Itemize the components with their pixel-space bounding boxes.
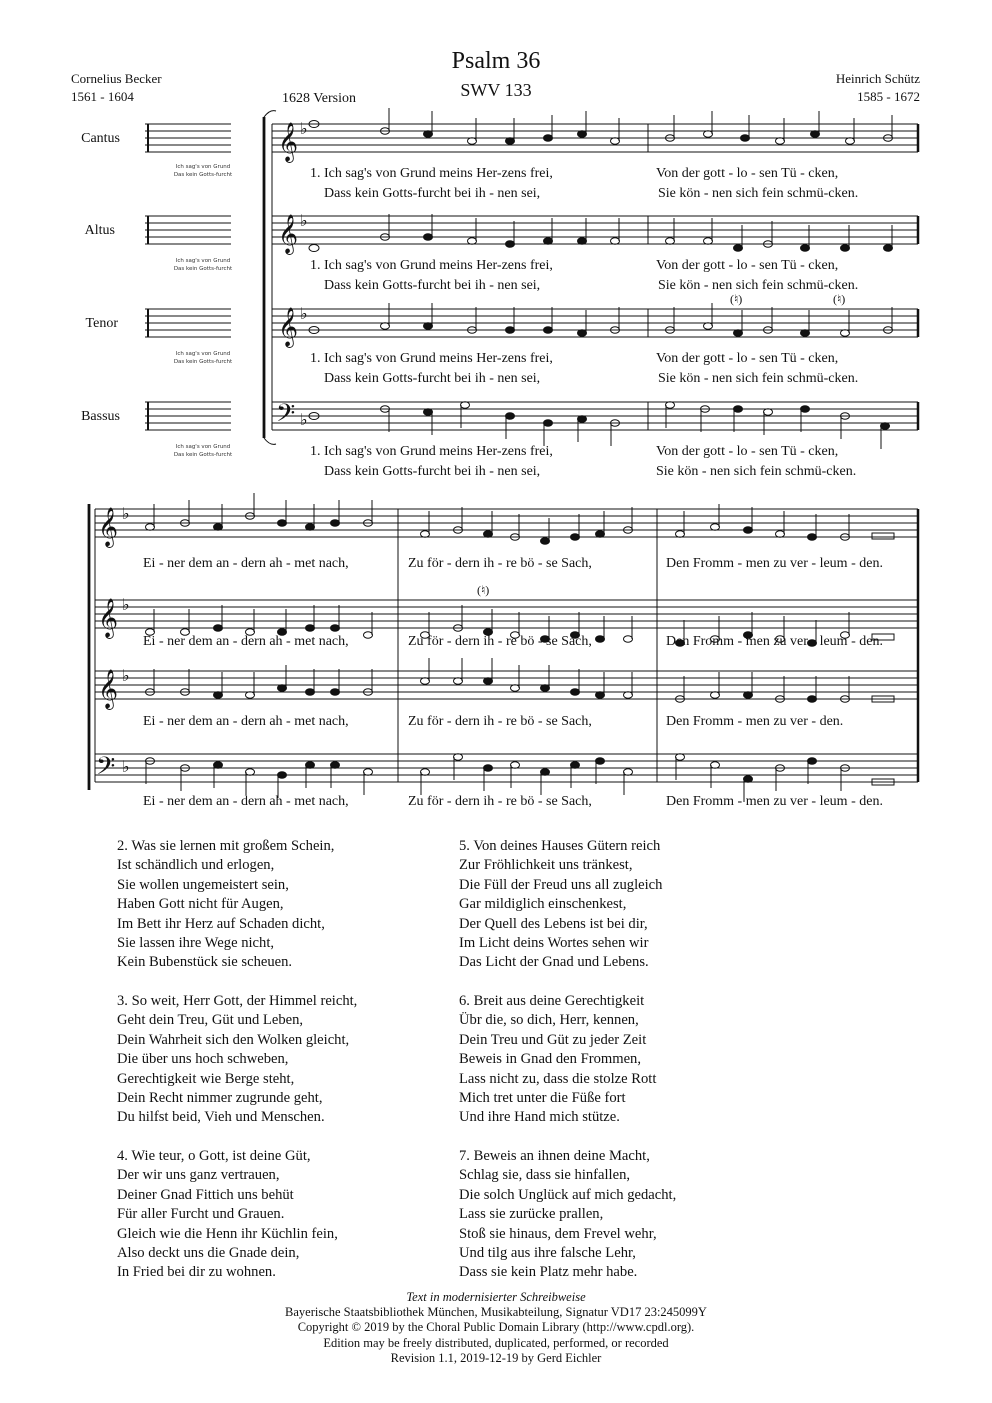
incipit-text-cantus: Ich sag's von Grund Das kein Gotts-furcht [173, 164, 233, 178]
treble-clef-icon: 𝄞 [278, 124, 299, 161]
lyrics-bassus-s2a: Ei - ner dem an - dern ah - met nach, [143, 794, 349, 809]
lyrics-altus-line1a: 1. Ich sag's von Grund meins Her-zens frei, [310, 258, 553, 273]
svg-text:♭: ♭ [122, 597, 130, 614]
lyrics-bassus-s2c: Den Fromm - men zu ver - leum - den. [666, 794, 883, 809]
voice-name-altus: Altus [84, 223, 115, 238]
treble-clef-icon: 𝄞 [98, 671, 119, 708]
lyrics-bassus-line2a: Dass kein Gotts-furcht bei ih - nen sei, [324, 464, 541, 479]
lyrics-tenor-line1a: 1. Ich sag's von Grund meins Her-zens frei, [310, 351, 553, 366]
lyrics-cantus-line2a: Dass kein Gotts-furcht bei ih - nen sei, [324, 186, 541, 201]
footer-revision: Revision 1.1, 2019-12-19 by Gerd Eichler [390, 1350, 602, 1365]
stanza-6: 6. Breit aus deine Gerechtigkeit Übr die, so dich, Herr, kennen, Dein Treu und Güt zu jeder Zeit Beweis in Gnad den Frommen, Lass nicht zu, dass die stolze Rott Mich tret unter die Füße fort Und ihre Hand mich stütze. [459, 993, 657, 1126]
stanza-7: 7. Beweis an ihnen deine Macht, Schlag sie, dass sie hinfallen, Die solch Unglück auf mich gedacht, Lass sie zurücke prallen, Stoß sie hinaus, dem Frevel wehr, Und tilg aus ihre falsche Lehr, Dass sie kein Platz mehr habe. [459, 1148, 677, 1281]
voice-name-bassus: Bassus [81, 409, 120, 424]
lyrics-bassus-line1b: Von der gott - lo - sen Tü - cken, [656, 444, 839, 459]
voice-name-tenor: Tenor [85, 316, 118, 331]
svg-text:♭: ♭ [300, 412, 308, 429]
treble-clef-icon: 𝄞 [278, 216, 299, 253]
lyrics-bassus-s2b: Zu för - dern ih - re bö - se Sach, [408, 794, 592, 809]
stanza-4: 4. Wie teur, o Gott, ist deine Güt, Der wir uns ganz vertrauen, Deiner Gnad Fittich uns behüt Für aller Furcht und Grauen. Gleich wie die Henn ihr Küchlin fein, Also deckt uns die Gnade dein, In Fried bei dir zu wohnen. [117, 1148, 338, 1281]
treble-clef-icon: 𝄞 [98, 600, 119, 637]
incipit-staves [145, 124, 231, 430]
stanza-3: 3. So weit, Herr Gott, der Himmel reicht, Geht dein Treu, Güt und Leben, Dein Wahrheit sich den Wolken gleicht, Die über uns hoch schweben, Gerechtigkeit wie Berge steht, Dein Recht nimmer zugrunde geht, Du hilfst beid, Vieh und Menschen. [117, 993, 358, 1126]
lyrics-altus-line1b: Von der gott - lo - sen Tü - cken, [656, 258, 839, 273]
incipit-text-altus: Ich sag's von Grund Das kein Gotts-furcht [173, 258, 233, 272]
version-label: 1628 Version [282, 91, 357, 106]
lyrics-bassus-line1a: 1. Ich sag's von Grund meins Her-zens frei, [310, 444, 553, 459]
lyrics-altus-s2c: Den Fromm - men zu ver - leum - den. [666, 634, 883, 649]
composer-dates: 1585 - 1672 [857, 89, 920, 104]
natural-mark: (♮) [833, 292, 846, 306]
bass-clef-icon: 𝄢 [276, 400, 296, 433]
lyrics-altus-s2b: Zu för - dern ih - re bö - se Sach, [408, 634, 592, 649]
lyrics-tenor-line1b: Von der gott - lo - sen Tü - cken, [656, 351, 839, 366]
treble-clef-icon: 𝄞 [278, 309, 299, 346]
poet-name: Cornelius Becker [71, 71, 162, 86]
lyrics-tenor-s2c: Den Fromm - men zu ver - den. [666, 714, 844, 729]
voice-name-cantus: Cantus [81, 131, 120, 146]
svg-text:♭: ♭ [122, 759, 130, 776]
treble-clef-icon: 𝄞 [98, 509, 119, 546]
lyrics-altus-line2a: Dass kein Gotts-furcht bei ih - nen sei, [324, 278, 541, 293]
lyrics-tenor-s2a: Ei - ner dem an - dern ah - met nach, [143, 714, 349, 729]
incipit-text-tenor: Ich sag's von Grund Das kein Gotts-furcht [173, 351, 233, 365]
lyrics-cantus-line2b: Sie kön - nen sich fein schmü-cken. [658, 186, 859, 201]
lyrics-cantus-s2c: Den Fromm - men zu ver - leum - den. [666, 556, 883, 571]
lyrics-bassus-line2b: Sie kön - nen sich fein schmü-cken. [656, 464, 857, 479]
footer-source: Bayerische Staatsbibliothek München, Musikabteilung, Signatur VD17 23:245099Y [285, 1305, 707, 1320]
lyrics-cantus-line1b: Von der gott - lo - sen Tü - cken, [656, 166, 839, 181]
natural-mark: (♮) [730, 292, 743, 306]
svg-text:♭: ♭ [300, 121, 308, 138]
svg-text:♭: ♭ [122, 668, 130, 685]
stanza-5: 5. Von deines Hauses Gütern reich Zur Fröhlichkeit uns tränkest, Die Füll der Freud uns all zugleich Gar mildiglich einschenkest, Der Quell des Lebens ist bei dir, Im Licht deins Wortes sehen wir Das Licht der Gnad und Lebens. [459, 838, 663, 971]
lyrics-tenor-s2b: Zu för - dern ih - re bö - se Sach, [408, 714, 592, 729]
footer-note: Text in modernisierter Schreibweise [406, 1290, 586, 1304]
svg-text:♭: ♭ [122, 506, 130, 523]
footer-license: Edition may be freely distributed, duplicated, performed, or recorded [323, 1335, 669, 1350]
lyrics-tenor-line2b: Sie kön - nen sich fein schmü-cken. [658, 371, 859, 386]
footer [0, 1290, 992, 1366]
page-subtitle: SWV 133 [460, 80, 532, 100]
page-title: Psalm 36 [451, 48, 541, 74]
lyrics-cantus-line1a: 1. Ich sag's von Grund meins Her-zens frei, [310, 166, 553, 181]
footer-copyright: Copyright © 2019 by the Choral Public Domain Library (http://www.cpdl.org). [297, 1320, 695, 1335]
lyrics-altus-s2a: Ei - ner dem an - dern ah - met nach, [143, 634, 349, 649]
svg-text:♭: ♭ [300, 306, 308, 323]
natural-mark: (♮) [477, 583, 490, 597]
lyrics-tenor-line2a: Dass kein Gotts-furcht bei ih - nen sei, [324, 371, 541, 386]
bass-clef-icon: 𝄢 [96, 753, 116, 786]
stanza-2: 2. Was sie lernen mit großem Schein, Ist schändlich und erlogen, Sie wollen ungemeistert sein, Haben Gott nicht für Augen, Im Bett ihr Herz auf Schaden dicht, Sie lassen ihre Wege nicht, Kein Bubenstück sie scheuen. [117, 838, 335, 971]
poet-dates: 1561 - 1604 [71, 89, 134, 104]
lyrics-cantus-s2b: Zu för - dern ih - re bö - se Sach, [408, 556, 592, 571]
composer-name: Heinrich Schütz [835, 71, 920, 86]
lyrics-altus-line2b: Sie kön - nen sich fein schmü-cken. [658, 278, 859, 293]
lyrics-cantus-s2a: Ei - ner dem an - dern ah - met nach, [143, 556, 349, 571]
incipit-text-bassus: Ich sag's von Grund Das kein Gotts-furcht [173, 444, 233, 458]
svg-text:♭: ♭ [300, 213, 308, 230]
